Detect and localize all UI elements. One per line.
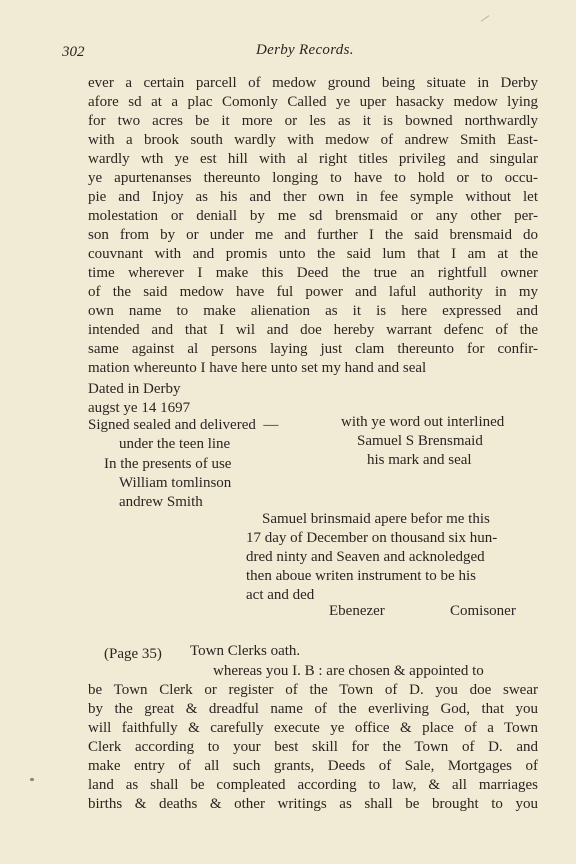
- dated-date: augst ye 14 1697: [88, 400, 191, 416]
- deed-line: intended and that I wil and doe hereby warrant defenc of the: [88, 322, 538, 338]
- deed-line: son from by or under me and further I the said brensmaid do: [88, 227, 538, 243]
- oath-line: Clerk according to your best skill for the Town of D. and: [88, 739, 538, 755]
- oath-line: land as shall be compleated according to law, & all marriages: [88, 777, 538, 793]
- deed-line: wardly wth ye est hill with al right titles privileg and singular: [88, 151, 538, 167]
- witness-name: andrew Smith: [119, 494, 203, 510]
- signed-line: Signed sealed and delivered —: [88, 417, 279, 433]
- oath-line: be Town Clerk or register of the Town of D. you doe swear: [88, 682, 538, 698]
- deed-line: with a brook south wardly with medow of andrew Smith East-: [88, 132, 538, 148]
- pencil-mark: [481, 15, 490, 22]
- dated-place: Dated in Derby: [88, 381, 181, 397]
- oath-heading: Town Clerks oath.: [190, 643, 301, 659]
- deed-line: ever a certain parcell of medow ground being situate in Derby: [88, 75, 538, 91]
- commissioner-title: Comisoner: [450, 603, 516, 619]
- oath-line: whereas you I. B : are chosen & appointed to: [213, 663, 484, 679]
- signer-mark: his mark and seal: [367, 452, 472, 468]
- deed-line: for two acres be it more or les as it is bowned northwardly: [88, 113, 538, 129]
- ack-line: then aboue writen instrument to be his: [246, 568, 476, 584]
- commissioner-name: Ebenezer: [329, 603, 385, 619]
- oath-line: births & deaths & other writings as shall be brought to you: [88, 796, 538, 812]
- ack-line: 17 day of December on thousand six hun-: [246, 530, 498, 546]
- ack-line: dred ninty and Seaven and acknoledged: [246, 549, 485, 565]
- witness-name: William tomlinson: [119, 475, 232, 491]
- signer-name: Samuel S Brensmaid: [357, 433, 483, 449]
- ack-line: Samuel brinsmaid apere befor me this: [262, 511, 490, 527]
- deed-line: time wherever I make this Deed the true an rightfull owner: [88, 265, 538, 281]
- deed-line: pie and Injoy as his and ther own in fee symple without let: [88, 189, 538, 205]
- deed-line: same against al persons laying just clam thereunto for confir-: [88, 341, 538, 357]
- page-number: 302: [62, 44, 85, 60]
- deed-line: of the said medow have ful power and laful authority in my: [88, 284, 538, 300]
- oath-line: make entry of all such grants, Deeds of Sale, Mortgages of: [88, 758, 538, 774]
- deed-line: molestation or deniall by me sd brensmaid or any other per-: [88, 208, 538, 224]
- running-title: Derby Records.: [256, 42, 354, 58]
- signed-line: under the teen line: [119, 436, 231, 452]
- oath-page-ref: (Page 35): [104, 646, 162, 662]
- witness-intro: In the presents of use: [104, 456, 232, 472]
- deed-line: own name to make alienation as it is here expressed and: [88, 303, 538, 319]
- deed-line: ye apurtenanses thereunto longing to have to hold or to occu-: [88, 170, 538, 186]
- margin-dot: [30, 778, 34, 781]
- oath-line: by the great & dreadful name of the everliving God, that you: [88, 701, 538, 717]
- deed-line: afore sd at a plac Comonly Called ye uper hasacky medow lying: [88, 94, 538, 110]
- deed-line: couvnant with and promis unto the said lum that I am at the: [88, 246, 538, 262]
- interlined-note: with ye word out interlined: [341, 414, 505, 430]
- ack-line: act and ded: [246, 587, 315, 603]
- deed-line: mation whereunto I have here unto set my hand and seal: [88, 360, 427, 376]
- oath-line: will faithfully & carefully execute ye office & place of a Town: [88, 720, 538, 736]
